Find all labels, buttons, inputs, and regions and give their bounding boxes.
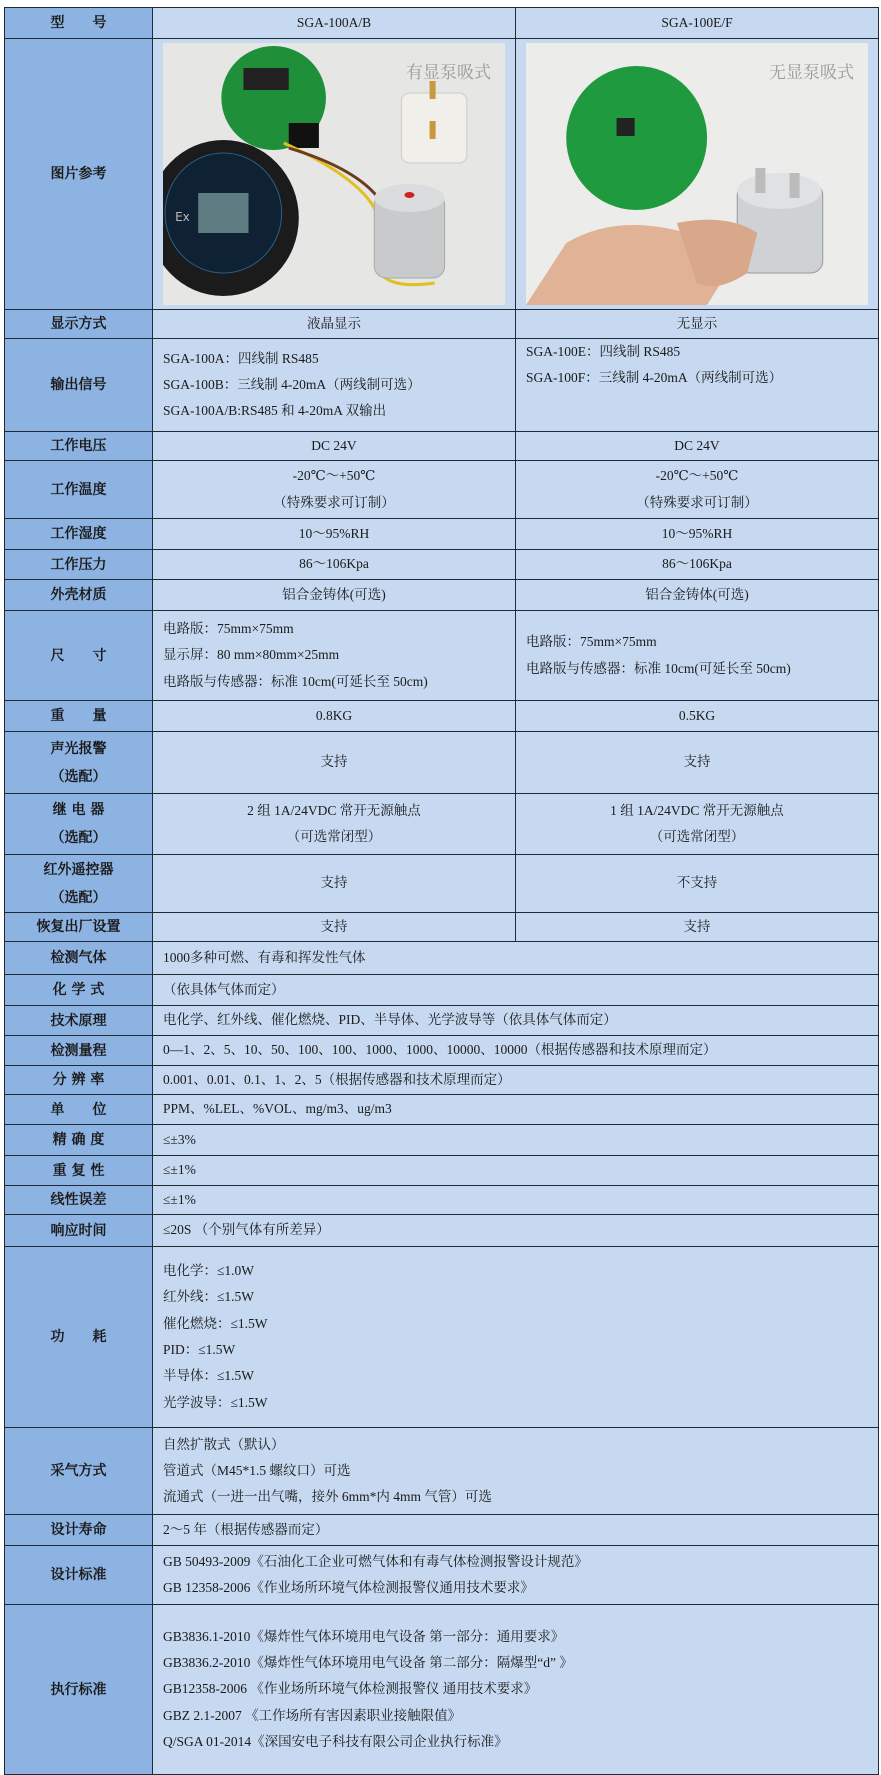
cell-text-line: 恢复出厂设置 (36, 919, 121, 935)
row-label (5, 1546, 153, 1605)
row-label (5, 461, 153, 519)
spec-row (5, 1156, 879, 1186)
cell-text-line: 支持 (320, 754, 348, 770)
cell-text-line: 检测量程 (50, 1042, 107, 1059)
cell-text-line: 重 复 性 (52, 1162, 105, 1179)
cell-text-line: ≤20S （个别气体有所差异） (163, 1222, 330, 1238)
cell-text-line: 支持 (320, 918, 348, 934)
model-row (5, 8, 879, 39)
value-sga-100ab (153, 432, 516, 461)
row-label (5, 339, 153, 432)
value-sga-100ab (153, 611, 516, 701)
cell-text-line: 1 组 1A/24VDC 常开无源触点 (610, 802, 784, 818)
cell-text-line: 声光报警 (50, 740, 107, 757)
row-label (5, 1066, 153, 1095)
cell-text-line: （选配） (50, 830, 107, 846)
spec-row (5, 1186, 879, 1215)
value-common (153, 1036, 879, 1066)
svg-text:Ex: Ex (175, 210, 190, 224)
spec-row (5, 975, 879, 1006)
cell-text-line: 功 耗 (50, 1329, 107, 1345)
value-sga-100ab (153, 580, 516, 611)
spec-row (5, 855, 879, 913)
value-sga-100ef (516, 855, 879, 913)
spec-row (5, 1546, 879, 1605)
cell-text-line: （可选常闭型） (286, 829, 382, 844)
row-label (5, 611, 153, 701)
model-sga-100ef: SGA-100E/F (516, 8, 879, 39)
spec-table (4, 7, 879, 1775)
spec-row (5, 432, 879, 461)
cell-text-line: 设计寿命 (50, 1522, 107, 1538)
cell-text-line: 铝合金铸体(可选) (645, 586, 749, 602)
value-sga-100ef (516, 701, 879, 732)
cell-text-line: ≤±1% (163, 1191, 196, 1207)
value-sga-100ab (153, 732, 516, 794)
spec-row (5, 1066, 879, 1095)
cell-text-line: 显示方式 (50, 316, 107, 332)
cell-text-line: 电路版：75mm×75mm (526, 634, 657, 650)
row-label (5, 1125, 153, 1156)
cell-text-line: -20℃～+50℃ (292, 468, 376, 484)
cell-text-line: 外壳材质 (50, 587, 107, 603)
row-label (5, 1156, 153, 1186)
value-sga-100ab (153, 794, 516, 855)
cell-text-line: 显示屏：80 mm×80mm×25mm (163, 647, 340, 663)
row-label (5, 1605, 153, 1775)
spec-row (5, 1006, 879, 1036)
row-label (5, 1247, 153, 1428)
value-sga-100ef (516, 580, 879, 611)
value-sga-100ef (516, 611, 879, 701)
row-label (5, 701, 153, 732)
cell-text-line: 10～95%RH (661, 525, 733, 541)
cell-text-line: 执行标准 (50, 1681, 107, 1698)
cell-text-line: 线性误差 (50, 1192, 107, 1208)
spec-row (5, 1428, 879, 1515)
photo-cell-1 (153, 39, 516, 310)
value-common (153, 1156, 879, 1186)
value-sga-100ef (516, 432, 879, 461)
row-label (5, 580, 153, 611)
cell-text-line: 重 量 (50, 708, 107, 724)
spec-row (5, 1095, 879, 1125)
spec-row (5, 611, 879, 701)
cell-text-line: 催化燃烧：≤1.5W (163, 1315, 268, 1331)
row-label (5, 1428, 153, 1515)
cell-text-line: DC 24V (311, 437, 357, 453)
row-label (5, 855, 153, 913)
value-common (153, 1515, 879, 1546)
cell-text-line: 0.8KG (315, 707, 353, 723)
cell-text-line: 流通式（一进一出气嘴，接外 6mm*内 4mm 气管）可选 (163, 1489, 492, 1505)
cell-text-line: GB12358-2006 《作业场所环境气体检测报警仪 通用技术要求》 (163, 1681, 538, 1697)
cell-text-line: （特殊要求可订制） (636, 494, 758, 510)
cell-text-line: 电路版与传感器：标准 10cm(可延长至 50cm) (526, 660, 791, 676)
cell-text-line: 响应时间 (50, 1222, 107, 1239)
value-common (153, 1247, 879, 1428)
cell-text-line: Q/SGA 01-2014《深国安电子科技有限公司企业执行标准》 (163, 1733, 508, 1749)
cell-text-line: 无显示 (676, 315, 718, 331)
spec-row (5, 519, 879, 550)
cell-text-line: SGA-100A：四线制 RS485 (163, 350, 319, 366)
cell-text-line: 工作压力 (50, 556, 107, 573)
value-common (153, 1428, 879, 1515)
product-photo-sga-100ef (526, 43, 868, 305)
cell-text-line: 支持 (320, 875, 348, 891)
spec-row (5, 310, 879, 339)
photo-cell-2 (516, 39, 879, 310)
cell-text-line: 检测气体 (50, 950, 107, 966)
row-label (5, 913, 153, 942)
cell-text-line: 继 电 器 (52, 802, 105, 818)
cell-text-line: 电路版：75mm×75mm (163, 621, 294, 637)
cell-text-line: ≤±3% (163, 1131, 196, 1147)
row-label (5, 519, 153, 550)
value-sga-100ab (153, 461, 516, 519)
row-label (5, 1186, 153, 1215)
spec-row (5, 1515, 879, 1546)
cell-text-line: 自然扩散式（默认） (163, 1436, 285, 1452)
value-common (153, 1605, 879, 1775)
spec-row (5, 461, 879, 519)
row-label (5, 1515, 153, 1546)
row-label: 图片参考 (5, 39, 153, 310)
value-sga-100ef (516, 550, 879, 580)
cell-text-line: 技术原理 (50, 1012, 107, 1029)
cell-text-line: 86～106Kpa (299, 556, 369, 572)
cell-text-line: 管道式（M45*1.5 螺纹口）可选 (163, 1462, 351, 1478)
cell-text-line: 不支持 (676, 875, 718, 891)
spec-row (5, 1125, 879, 1156)
row-label (5, 942, 153, 975)
cell-text-line: 0.001、0.01、0.1、1、2、5（根据传感器和技术原理而定） (163, 1071, 511, 1087)
value-sga-100ef (516, 732, 879, 794)
photo-caption: 有显泵吸式 (406, 63, 491, 83)
value-common (153, 1066, 879, 1095)
spec-row (5, 701, 879, 732)
row-label (5, 1036, 153, 1066)
row-label (5, 1215, 153, 1247)
value-common (153, 1125, 879, 1156)
cell-text-line: 86～106Kpa (662, 556, 732, 572)
row-label (5, 432, 153, 461)
cell-text-line: （选配） (50, 889, 107, 906)
cell-text-line: GB3836.2-2010《爆炸性气体环境用电气设备 第二部分：隔爆型“d” 》 (163, 1655, 573, 1671)
cell-text-line: 红外遥控器 (43, 861, 114, 878)
spec-row (5, 1036, 879, 1066)
cell-text-line: SGA-100E：四线制 RS485 (526, 344, 681, 359)
value-sga-100ef (516, 310, 879, 339)
model-sga-100ab: SGA-100A/B (153, 8, 516, 39)
cell-text-line: SGA-100F：三线制 4-20mA（两线制可选） (526, 370, 783, 386)
cell-text-line: 电化学：≤1.0W (163, 1263, 255, 1279)
row-label (5, 732, 153, 794)
spec-row (5, 580, 879, 611)
spec-row (5, 1247, 879, 1428)
value-common (153, 942, 879, 975)
value-sga-100ab (153, 519, 516, 550)
cell-text-line: PPM、%LEL、%VOL、mg/m3、ug/m3 (163, 1101, 392, 1117)
cell-text-line: 红外线：≤1.5W (163, 1289, 255, 1305)
cell-text-line: （选配） (50, 768, 107, 785)
spec-row (5, 913, 879, 942)
cell-text-line: -20℃～+50℃ (655, 468, 739, 484)
cell-text-line: PID：≤1.5W (163, 1342, 236, 1357)
spec-row (5, 550, 879, 580)
cell-text-line: 铝合金铸体(可选) (282, 586, 386, 602)
photo-caption: 无显泵吸式 (769, 63, 854, 83)
photo-row (5, 39, 879, 310)
cell-text-line: ≤±1% (163, 1162, 196, 1178)
spec-row (5, 339, 879, 432)
cell-text-line: 支持 (683, 918, 711, 934)
value-common (153, 1546, 879, 1605)
spec-row (5, 794, 879, 855)
value-sga-100ab (153, 855, 516, 913)
cell-text-line: （特殊要求可订制） (273, 494, 395, 510)
cell-text-line: 2 组 1A/24VDC 常开无源触点 (247, 802, 421, 818)
cell-text-line: 液晶显示 (307, 315, 361, 331)
cell-text-line: 电路版与传感器：标准 10cm(可延长至 50cm) (163, 673, 428, 689)
value-common (153, 1006, 879, 1036)
value-sga-100ef (516, 913, 879, 942)
cell-text-line: 2～5 年（根据传感器而定） (163, 1521, 329, 1537)
cell-text-line: 0.5KG (678, 707, 716, 723)
cell-text-line: 支持 (683, 754, 711, 770)
row-label (5, 1095, 153, 1125)
cell-text-line: 1000多种可燃、有毒和挥发性气体 (163, 949, 366, 965)
value-sga-100ab (153, 701, 516, 732)
cell-text-line: 工作温度 (50, 481, 107, 498)
cell-text-line: GB3836.1-2010《爆炸性气体环境用电气设备 第一部分：通用要求》 (163, 1628, 565, 1644)
cell-text-line: （依具体气体而定） (163, 981, 285, 997)
value-common (153, 1095, 879, 1125)
cell-text-line: 单 位 (50, 1101, 107, 1118)
cell-text-line: 0—1、2、5、10、50、100、100、1000、1000、10000、10000（根据传感器和技术原理而定） (163, 1042, 717, 1058)
value-sga-100ab (153, 913, 516, 942)
cell-text-line: SGA-100B：三线制 4-20mA（两线制可选） (163, 376, 421, 392)
value-common (153, 1186, 879, 1215)
cell-text-line: 尺 寸 (50, 647, 107, 664)
cell-text-line: 输出信号 (50, 377, 107, 393)
row-label: 型 号 (5, 8, 153, 39)
product-photo-sga-100ab (163, 43, 505, 305)
cell-text-line: 化 学 式 (52, 982, 105, 998)
spec-row (5, 732, 879, 794)
spec-row (5, 1605, 879, 1775)
cell-text-line: 设计标准 (50, 1567, 107, 1583)
cell-text-line: GBZ 2.1-2007 《工作场所有害因素职业接触限值》 (163, 1707, 462, 1723)
value-sga-100ef (516, 461, 879, 519)
value-common (153, 1215, 879, 1247)
cell-text-line: 10～95%RH (298, 525, 370, 541)
row-label (5, 975, 153, 1006)
cell-text-line: 电化学、红外线、催化燃烧、PID、半导体、光学波导等（依具体气体而定） (163, 1012, 617, 1028)
spec-row (5, 942, 879, 975)
value-common (153, 975, 879, 1006)
spec-row (5, 1215, 879, 1247)
value-sga-100ef (516, 519, 879, 550)
cell-text-line: SGA-100A/B:RS485 和 4-20mA 双输出 (163, 403, 387, 419)
value-sga-100ef (516, 339, 879, 432)
cell-text-line: （可选常闭型） (649, 829, 745, 844)
value-sga-100ef (516, 794, 879, 855)
row-label (5, 794, 153, 855)
row-label (5, 1006, 153, 1036)
cell-text-line: 半导体：≤1.5W (163, 1368, 255, 1384)
value-sga-100ab (153, 339, 516, 432)
cell-text-line: 精 确 度 (52, 1132, 105, 1148)
row-label (5, 310, 153, 339)
row-label (5, 550, 153, 580)
cell-text-line: GB 50493-2009《石油化工企业可燃气体和有毒气体检测报警设计规范》 (163, 1553, 588, 1569)
cell-text-line: 采气方式 (50, 1463, 107, 1479)
cell-text-line: 光学波导：≤1.5W (163, 1394, 268, 1410)
cell-text-line: 工作湿度 (50, 526, 107, 542)
cell-text-line: GB 12358-2006《作业场所环境气体检测报警仪通用技术要求》 (163, 1580, 534, 1595)
cell-text-line: 分 辨 率 (52, 1072, 105, 1088)
value-sga-100ab (153, 310, 516, 339)
cell-text-line: DC 24V (674, 437, 720, 453)
value-sga-100ab (153, 550, 516, 580)
cell-text-line: 工作电压 (50, 438, 107, 454)
